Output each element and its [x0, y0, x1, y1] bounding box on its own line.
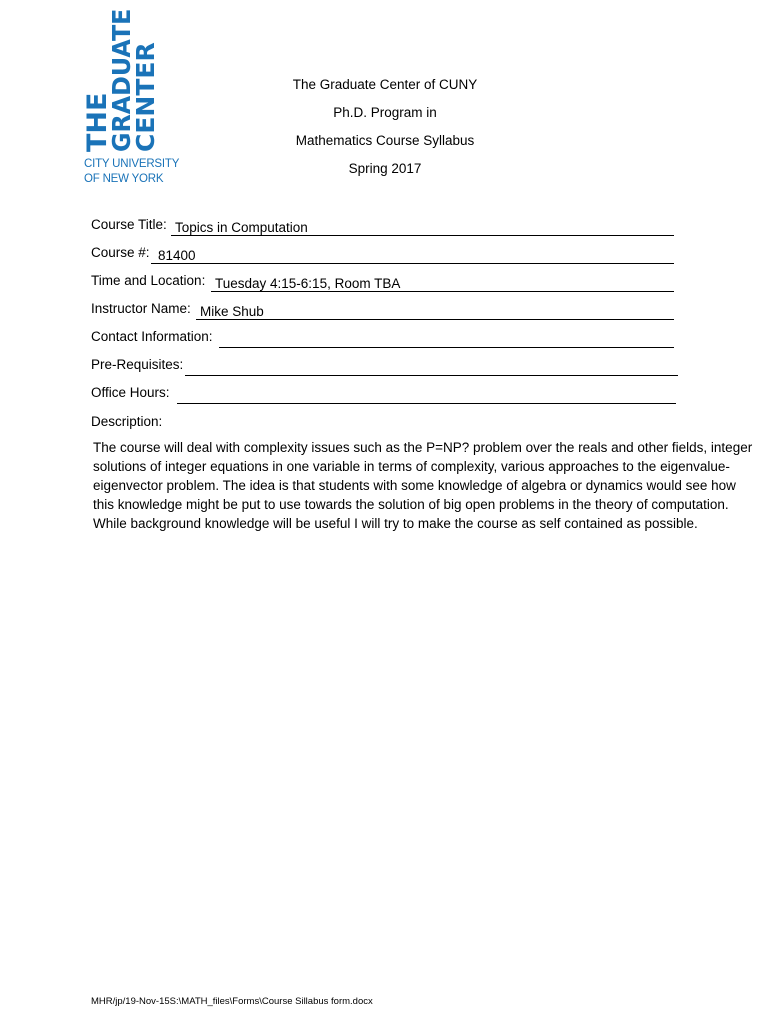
time-location-value: Tuesday 4:15-6:15, Room TBA [215, 275, 401, 291]
header-line-3: Mathematics Course Syllabus [295, 133, 475, 148]
header-line-4: Spring 2017 [348, 161, 422, 176]
logo-of-new-york: OF NEW YORK [84, 173, 164, 185]
footer-file-path: MHR/jp/19-Nov-15S:\MATH_files\Forms\Course Sillabus form.docx [91, 996, 373, 1007]
office-hours-underline [177, 403, 676, 404]
logo-word-center: CENTER [131, 42, 160, 152]
instructor-underline [196, 319, 674, 320]
instructor-value: Mike Shub [200, 303, 264, 319]
header-term [0, 162, 770, 176]
instructor-field [91, 302, 674, 320]
course-number-value: 81400 [158, 247, 196, 263]
course-title-label: Course Title: [91, 217, 167, 232]
contact-field [91, 330, 674, 348]
time-location-underline [211, 291, 674, 292]
header-document-type [0, 134, 770, 148]
logo-word-the: THE [82, 92, 113, 152]
course-number-underline [151, 263, 674, 264]
course-number-field [91, 246, 674, 264]
contact-underline [219, 347, 674, 348]
logo-city-university: CITY UNIVERSITY [84, 158, 180, 170]
prerequisites-label: Pre-Requisites: [91, 357, 184, 372]
description-label: Description: [91, 414, 163, 429]
time-location-label: Time and Location: [91, 273, 206, 288]
prerequisites-field [91, 358, 678, 376]
contact-label: Contact Information: [91, 329, 213, 344]
instructor-label: Instructor Name: [91, 301, 191, 316]
prerequisites-underline [185, 375, 678, 376]
time-location-field [91, 274, 674, 292]
header-institution [0, 78, 770, 92]
course-title-underline [171, 235, 674, 236]
office-hours-label: Office Hours: [91, 385, 170, 400]
description-text: The course will deal with complexity issues such as the P=NP? problem over the reals and other fields, integer solutions of integer equations in one variable in terms of complexity, various approaches to the eigenvalue-eigenvector problem. The idea is that students with some knowledge of algebra or dynamics would see how this knowledge might be put to use towards the solution of big open problems in the theory of computation. While background knowledge will be useful I will try to make the course as self contained as possible. [93, 440, 753, 531]
header-line-2: Ph.D. Program in [333, 105, 437, 120]
header-program [0, 106, 770, 120]
course-title-field [91, 218, 674, 236]
course-number-label: Course #: [91, 245, 150, 260]
logo-word-graduate: GRADUATE [107, 8, 136, 153]
header-line-1: The Graduate Center of CUNY [292, 77, 478, 92]
office-hours-field [91, 386, 676, 404]
course-title-value: Topics in Computation [175, 219, 308, 235]
